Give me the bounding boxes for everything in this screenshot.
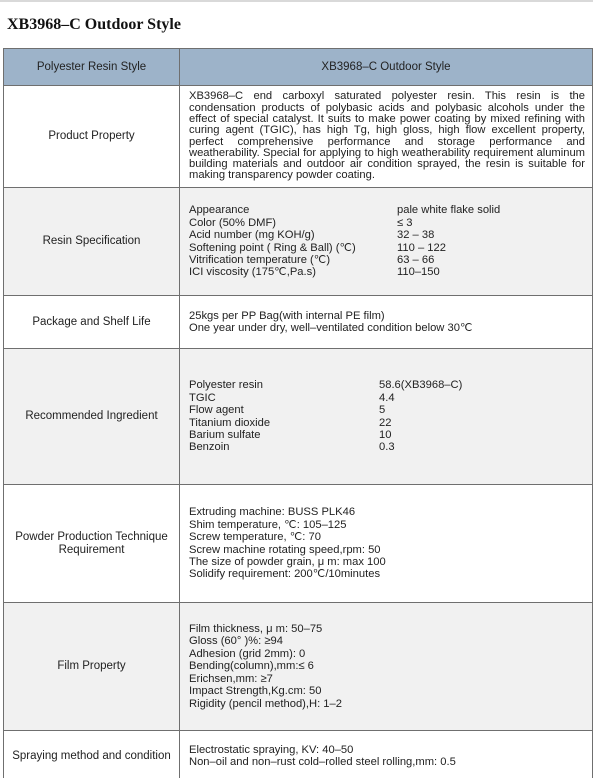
powder-line: Solidify requirement: 200℃/10minutes <box>189 568 381 581</box>
package-line: 25kgs per PP Bag(with internal PE film) <box>189 309 385 322</box>
page-title: XB3968–C Outdoor Style <box>7 16 181 33</box>
powder-content <box>180 485 593 603</box>
ingredient-name: Titanium dioxide <box>189 416 271 429</box>
row-product-property <box>4 86 593 188</box>
powder-label: Powder Production Technique Requirement <box>4 485 180 603</box>
spec-key: Vitrification temperature (℃) <box>189 253 331 266</box>
row-film-property <box>4 603 593 731</box>
film-line: Adhesion (grid 2mm): 0 <box>189 647 306 660</box>
spec-value: 32 – 38 <box>397 229 435 242</box>
ingredient-content <box>180 349 593 485</box>
package-content <box>180 296 593 349</box>
resin-spec-content <box>180 188 593 296</box>
ingredient-amount: 58.6(XB3968–C) <box>379 379 463 392</box>
spec-value: ≤ 3 <box>397 216 413 229</box>
film-line: Rigidity (pencil method),H: 1–2 <box>189 697 342 710</box>
film-line: Gloss (60° )%: ≥94 <box>189 635 283 648</box>
spec-value: 110–150 <box>397 266 440 279</box>
film-line: Film thickness, μ m: 50–75 <box>189 623 323 636</box>
resin-spec-list <box>189 204 585 278</box>
film-line: Bending(column),mm:≤ 6 <box>189 660 314 673</box>
powder-line: The size of powder grain, μ m: max 100 <box>189 555 386 568</box>
specification-table <box>3 48 593 778</box>
row-spraying-method <box>4 731 593 778</box>
film-line: Erichsen,mm: ≥7 <box>189 672 273 685</box>
ingredient-amount: 4.4 <box>379 391 395 404</box>
ingredient-amount: 0.3 <box>379 441 395 454</box>
ingredient-name: Flow agent <box>189 404 244 417</box>
spec-key: Color (50% DMF) <box>189 216 277 229</box>
product-property-content <box>180 86 593 188</box>
title-bar <box>0 0 593 44</box>
spraying-label: Spraying method and condition <box>4 731 180 778</box>
ingredient-amount: 5 <box>379 404 386 417</box>
table-header-row <box>4 49 593 86</box>
product-property-label: Product Property <box>4 86 180 188</box>
ingredient-list <box>189 379 585 453</box>
ingredient-name: Polyester resin <box>189 379 263 392</box>
spec-key: Softening point ( Ring & Ball) (℃) <box>189 241 356 254</box>
ingredient-name: Barium sulfate <box>189 428 261 441</box>
package-line: One year under dry, well–ventilated condition below 30℃ <box>189 322 473 334</box>
ingredient-amount: 22 <box>379 416 392 429</box>
spec-value: 110 – 122 <box>397 241 446 254</box>
row-recommended-ingredient <box>4 349 593 485</box>
spec-value: 63 – 66 <box>397 253 435 266</box>
powder-line: Shim temperature, ℃: 105–125 <box>189 518 347 531</box>
spec-key: Appearance <box>189 204 250 217</box>
product-property-text: XB3968–C end carboxyl saturated polyester resin. This resin is the condensation products of polybasic acids and polybasic alcohols under the effect of special catalyst. It suits to make power coating by mixed refining with curing agent (TGIC), has high Tg, high gloss, high flow excellent property, perfect comprehensive performance and storage performance and weatherability. Special for applying to high weatherability requirement aluminum building materials and outdoor air condition sprayed, the resin is suitable for making transparency powder coating. <box>189 90 585 182</box>
spraying-content <box>180 731 593 778</box>
ingredient-label: Recommended Ingredient <box>4 349 180 485</box>
spec-key: ICI viscosity (175℃,Pa.s) <box>189 266 316 279</box>
powder-line: Screw machine rotating speed,rpm: 50 <box>189 543 381 556</box>
spraying-line: Electrostatic spraying, KV: 40–50 <box>189 743 354 756</box>
film-line: Impact Strength,Kg.cm: 50 <box>189 685 322 698</box>
spec-value: pale white flake solid <box>397 204 501 217</box>
row-package-shelf-life <box>4 296 593 349</box>
ingredient-amount: 10 <box>379 428 392 441</box>
powder-line: Screw temperature, ℃: 70 <box>189 531 321 544</box>
package-label: Package and Shelf Life <box>4 296 180 349</box>
film-label: Film Property <box>4 603 180 731</box>
ingredient-name: TGIC <box>189 391 216 404</box>
header-style-label: Polyester Resin Style <box>4 49 180 86</box>
film-content <box>180 603 593 731</box>
row-resin-specification <box>4 188 593 296</box>
spec-key: Acid number (mg KOH/g) <box>189 229 315 242</box>
ingredient-name: Benzoin <box>189 441 230 454</box>
row-powder-production <box>4 485 593 603</box>
spraying-line: Non–oil and non–rust cold–rolled steel rolling,mm: 0.5 <box>189 756 456 768</box>
powder-line: Extruding machine: BUSS PLK46 <box>189 506 356 519</box>
header-style-value: XB3968–C Outdoor Style <box>180 49 593 86</box>
resin-spec-label: Resin Specification <box>4 188 180 296</box>
